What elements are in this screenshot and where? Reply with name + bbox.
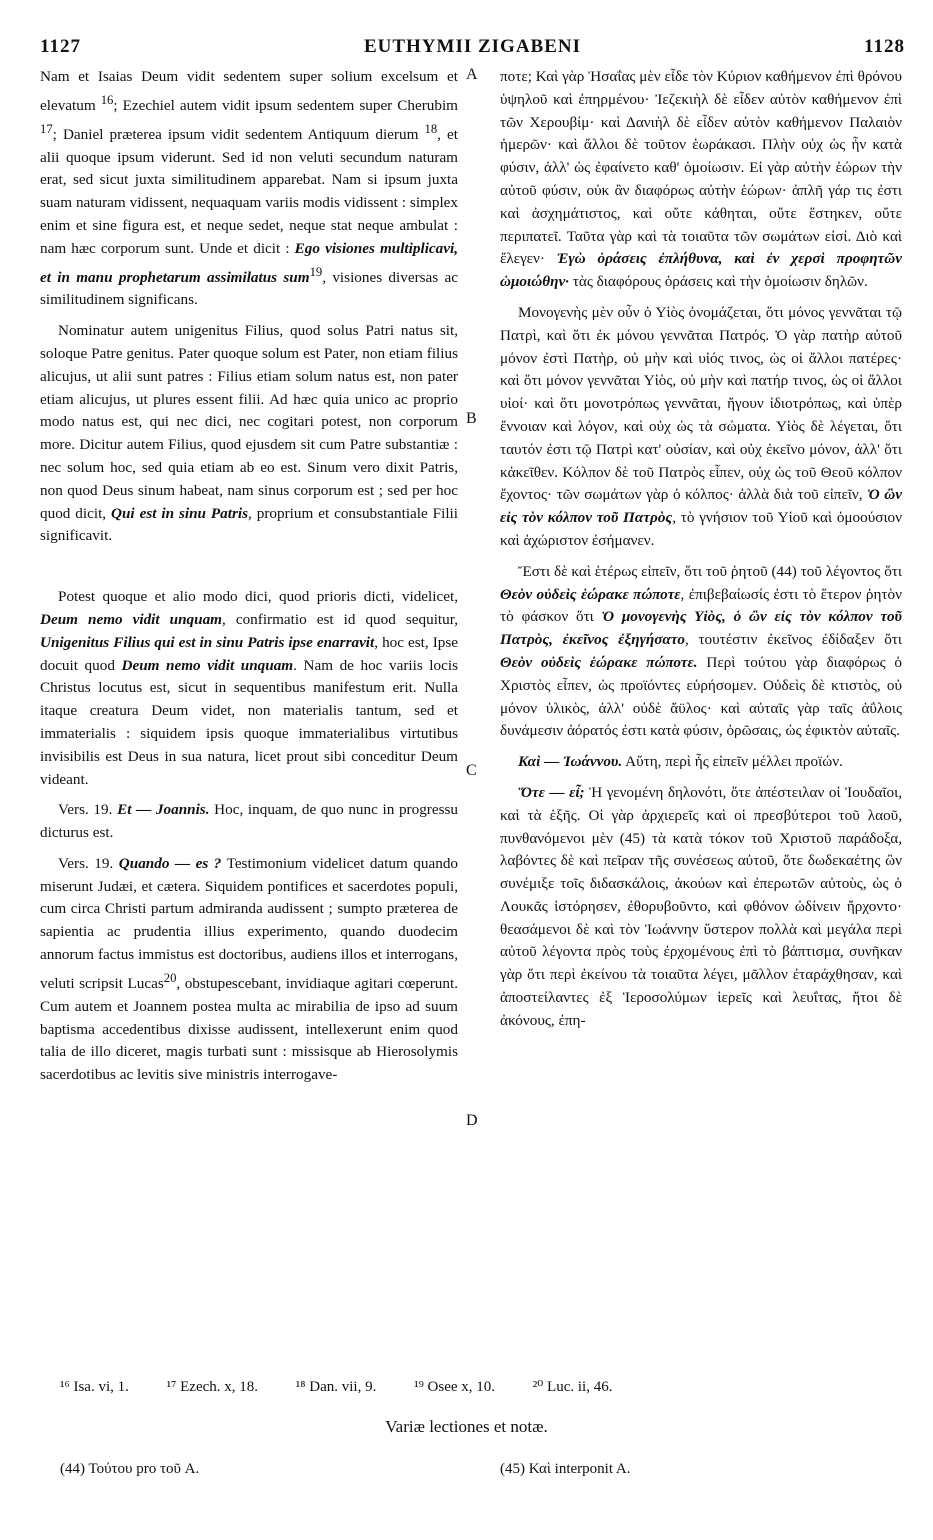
page-number-right: 1128: [864, 36, 905, 57]
variant-note-45: (45) Καὶ interponit A.: [500, 1461, 631, 1477]
greek-paragraph: ποτε; Καὶ γὰρ Ἠσαΐας μὲν εἶδε τὸν Κύριον καθήμενον ἐπὶ θρόνου ὑψηλοῦ καὶ ἐπηρμένου· Ἰεζεκιὴλ δὲ εἶδεν αὐτὸν καθήμενον ἐπὶ τῶν Χερουβίμ· καὶ Δανιὴλ δὲ εἶδεν αὐτὸν καθήμενον Παλαιὸν ἡμερῶν· καὶ ἄλλοι δὲ τοῦτον ἑωράκασι. Πλὴν οὐχ ὡς ἦν κατὰ φύσιν, ἀλλ' ὡς ἐφαίνετο καθ' ὁμοίωσιν. Εἰ γὰρ αὐτὴν ἑώρων τὴν αὐτοῦ φύσιν, οὐκ ἂν διαφόρως αὐτὴν ἑώρων· ἁπλῆ γάρ τις ἐστι καὶ ἀσχημάτιστος, καὶ οὔτε κάθηται, οὔτε ἕστηκεν, οὔτε περιπατεῖ. Ταῦτα γὰρ καὶ τὰ τοιαῦτα τῶν σωμάτων εἰσί. Διὸ καὶ ἔλεγεν· Ἐγὼ ὁράσεις ἐπλήθυνα, καὶ ἐν χερσὶ προφητῶν ὡμοιώθην· τὰς διαφόρους ὁράσεις καὶ τὴν ὁμοίωσιν δηλῶν.: [500, 68, 902, 291]
latin-paragraph: Vers. 19. Quando — es ? Testimonium videlicet datum quando miserunt Judæi, et cætera. Siquidem pontifices et sacerdotes populi, cum circa Christi partum admiranda audissent ; sumpto præterea de sapientia ac prudentia illius experimento, quando duodecim annorum factus immistus est doctoribus, audiens illos et interrogans, veluti scripsit Lucas$^{20}$, obstupescebant, invidiaque agitari cœperunt. Cum autem et Joannem postea multa ac mirabilia de ipso ad suum baptisma accedentibus dixisse audissent, intellexerunt enim quod talia de illo diceret, magis turbati sunt : missisque ab Hierosolymis sacerdotibus ac levitis sive ministris interrogave-: [40, 854, 459, 1084]
greek-paragraph: Μονογενὴς μὲν οὖν ὁ Υἱὸς ὀνομάζεται, ὅτι μόνος γεννᾶται τῷ Πατρὶ, καὶ ὅτι ἐκ μόνου γεννᾶται Πατρός. Ὁ γὰρ πατὴρ αὐτοῦ μόνον ἐστὶ Πατὴρ, οὐ μὴν καὶ υἱός τινος, ὡς οἱ ἄλλοι πατέρες· καὶ ὅτι μόνον γεννᾶται Υἱὸς, οὐ μὴν καὶ πατήρ τινος, ὡς οἱ ἄλλοι υἱοί· καὶ ὅτι μονοτρόπως γεννᾶται, ἤγουν ἰδιοτρόπως, καὶ ὑπὲρ ἔννοιαν καὶ λόγον, καὶ οὐχ ὡς τὰ σώματα. Υἱὸς δὲ λέγεται, ὅτι ταυτόν ἐστι τῷ Πατρὶ κατ' οὐσίαν, καὶ οὐχ ἐκεῖνο μόνον, ἀλλ' ὅτι κἀκεῖθεν. Κόλπον δὲ τοῦ Πατρὸς εἶπεν, οὐχ ὡς τοῦ Θεοῦ κόλπον ἔχοντος· τῶν σωμάτων γὰρ ὁ κόλπος· ἀλλὰ διὰ τοῦ εἰπεῖν, Ὁ ὢν εἰς τὸν κόλπον τοῦ Πατρὸς, τὸ γνήσιον τοῦ Υἱοῦ καὶ ὁμοούσιον καὶ ἀχώριστον ἐσήμανεν.: [500, 303, 902, 549]
running-title: EUTHYMII ZIGABENI: [363, 36, 582, 57]
greek-paragraph: Ὅτε — εἶ; Ἡ γενομένη δηλονότι, ὅτε ἀπέστειλαν οἱ Ἰουδαῖοι, καὶ τὰ ἑξῆς. Οἱ γὰρ ἀρχιερεῖς καὶ οἱ πρεσβύτεροι τοῦ λαοῦ, πυνθανόμενοι μὲν (45) τὰ κατὰ τόκον τοῦ Χριστοῦ παράδοξα, λαβόντες δὲ καὶ πεῖραν τῆς συνέσεως αὐτοῦ, ὅτε δωδεκαέτης ὢν συνέμιξε τοῖς διδασκάλοις, ἀκούων καὶ ἐπερωτῶν αὐτοὺς, ὡς ὁ Λουκᾶς ἱστόρησεν, ἐθορυβοῦντο, καὶ φθόνον ὠδίνειν ἤρχοντο· θεασάμενοι δὲ καὶ τὸν Ἰωάννην ὕστερον πολλὰ καὶ μεγάλα περὶ αὐτοῦ λέγοντα πρὸς τοὺς ἐρχομένους ἐπὶ τὸ βάπτισμα, συνῆκαν γὰρ ὅτι περὶ ἐκείνου τὰ τοιαῦτα λέγει, μᾶλλον ἐταράχθησαν, καὶ ἀποστείλαντες ἐξ Ἱεροσολύμων ἱερεῖς καὶ λευΐτας, ἤτοι δὲ ἀκόνους, ἐπη-: [500, 783, 902, 1029]
variant-note-44: (44) Τούτου pro τοῦ A.: [60, 1461, 200, 1477]
greek-column: [500, 66, 902, 1041]
latin-paragraph: Vers. 19. Et — Joannis. Hoc, inquam, de quo nunc in progressu dicturus est.: [40, 801, 458, 842]
greek-paragraph: Καὶ — Ἰωάννου. Αὕτη, περὶ ἧς εἰπεῖν μέλλει προϊών.: [518, 753, 843, 771]
latin-paragraph: Nominatur autem unigenitus Filius, quod solus Patri natus sit, soloque Patre genitus. Pater quoque solum est Pater, non etiam filius alicujus, ut alii sunt patres : Filius etiam solum natus est, non pater etiam alicujus, ut plures essent filii. Ad hæc quia unico ac proprio modo natus est, qui nec dici, nec cogitari potest, non corporum more. Dicitur autem Filius, quod ejusdem sit cum Patre substantiæ : nec solum hoc, sed quia etiam ab eo est. Sinum vero dixit Patris, non quod Deus sinum habeat, nam sinus corporum est ; sed per hoc quod dicit, Qui est in sinu Patris, proprium et consubstantiale Filii significavit.: [40, 322, 458, 545]
greek-paragraph: Ἔστι δὲ καὶ ἑτέρως εἰπεῖν, ὅτι τοῦ ῥητοῦ (44) τοῦ λέγοντος ὅτι Θεὸν οὐδεὶς ἑώρακε πώποτε, ἐπιβεβαίωσίς ἐστι τὸ ἕτερον ῥητὸν τὸ φάσκον ὅτι Ὁ μονογενὴς Υἱὸς, ὁ ὢν εἰς τὸν κόλπον τοῦ Πατρὸς, ἐκεῖνος ἐξηγήσατο, τουτέστιν ἐκεῖνος ἐδίδαξεν ὅτι Θεὸν οὐδεὶς ἑώρακε πώποτε. Περὶ τούτου γὰρ διαφόρως ὁ Χριστὸς εἶπεν, ὡς προϊόντες εὑρήσομεν. Οὐδεὶς δὲ κτιστὸς, οὐ μόνον ὑλικὸς, ἀλλ' οὐδὲ ἄϋλος· καὶ αὐταῖς γὰρ ταῖς ἀΰλοις δυνάμεσιν ἀόρατός ἐστι κατὰ φύσιν, ὁρῶσαις, ὡς ἐφικτὸν αὐταῖς.: [500, 562, 902, 740]
footnote: ²⁰ Luc. ii, 46.: [532, 1379, 613, 1395]
footnotes: [60, 1377, 905, 1396]
margin-marker-c: C: [466, 762, 477, 779]
margin-marker-a: A: [466, 66, 478, 83]
margin-marker-d: D: [466, 1112, 478, 1129]
latin-paragraph: Potest quoque et alio modo dici, quod prioris dicti, videlicet, Deum nemo vidit unquam, confirmatio est id quod sequitur, Unigenitus Filius qui est in sinu Patris ipse enarravit, hoc est, Ipse docuit quod Deum nemo vidit unquam. Nam de hoc variis locis Christus locutus est, sicut in sequentibus manifestum erit. Nulla itaque creatura Deum videt, non materialis tantum, sed et immaterialis : siquidem ipsis quoque immaterialibus virtutibus invisibilis est Deus in sua natura, licet prout sibi conceditur Deum videant.: [40, 588, 458, 788]
margin-marker-b: B: [466, 410, 477, 427]
running-header: [40, 36, 905, 64]
page-number-left: 1127: [40, 36, 81, 57]
latin-paragraph: Nam et Isaias Deum vidit sedentem super solium excelsum et elevatum $^{16}$; Ezechiel autem vidit ipsum sedentem super Cherubim $^{17}$; Daniel præterea ipsum vidit sedentem Antiquum dierum $^{18}$, et alii quoque ipsum viderunt. Sed id non veluti secundum naturam erat, sed sicut juxta similitudinem apparebat. Nam si ipsum juxta suam naturam vidissent, nequaquam variis modis vidissent : simplex enim et sine figura est, et neque sedet, neque stat neque ambulat : nam hæc corporum sunt. Unde et dicit : Ego visiones multiplicavi, et in manu prophetarum assimilatus sum$^{19}$, visiones diversas ac similitudinem significans.: [40, 68, 458, 309]
footnote: ¹⁸ Dan. vii, 9.: [295, 1379, 377, 1395]
footnote: ¹⁹ Osee x, 10.: [414, 1379, 496, 1395]
variae-lectiones-heading: Variæ lectiones et notæ.: [385, 1417, 548, 1436]
footnote: ¹⁷ Ezech. x, 18.: [166, 1379, 259, 1395]
latin-column: [40, 66, 458, 1095]
footnote: ¹⁶ Isa. vi, 1.: [60, 1379, 129, 1395]
